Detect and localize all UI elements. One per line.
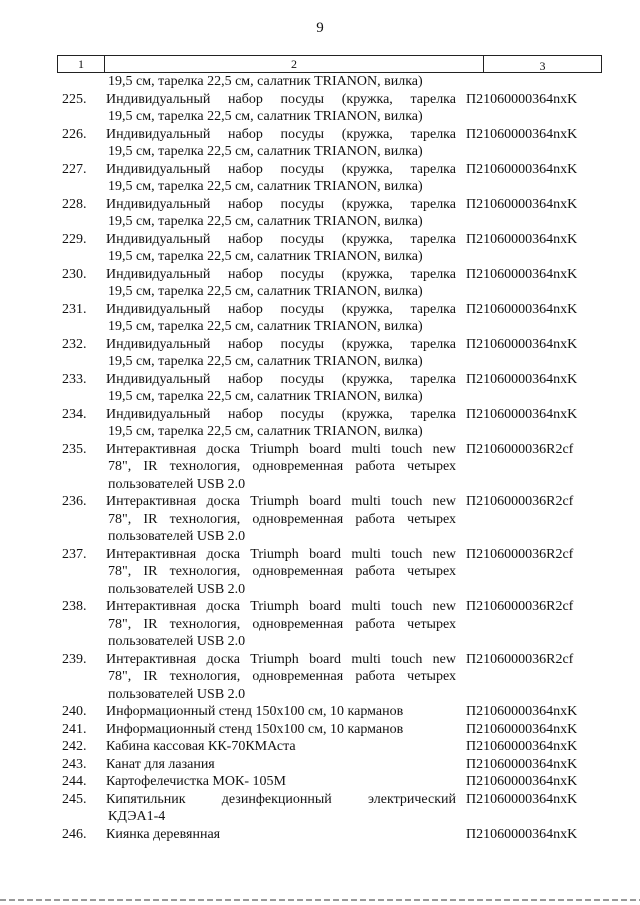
description-line: Интерактивная доска Triumph board multi touch new	[106, 441, 456, 457]
table-row	[0, 703, 640, 721]
table-row	[0, 231, 640, 266]
item-description	[106, 703, 456, 721]
item-code: П21060000364nxK	[466, 336, 578, 352]
description-line: Кабина кассовая КК-70КМАста	[106, 739, 296, 754]
description-line: пользователей USB 2.0	[108, 686, 246, 702]
item-number: 243.	[62, 756, 87, 772]
item-code: П2106000036R2cf	[466, 494, 574, 509]
description-line: Интерактивная доска Triumph board multi touch new	[106, 599, 456, 614]
table-row	[0, 371, 640, 406]
description-line: Информационный стенд 150x100 см, 10 карманов	[106, 721, 404, 737]
item-description	[106, 651, 456, 704]
description-line: 78", IR технология, одновременная работа четырех	[108, 459, 456, 474]
item-code: П2106000036R2cf	[466, 651, 574, 667]
description-line: 78", IR технология, одновременная работа четырех	[108, 511, 456, 527]
item-number: 235.	[62, 441, 87, 457]
description-line: Индивидуальный набор посуды (кружка, тарелка	[106, 336, 456, 352]
item-code: П21060000364nxK	[466, 826, 578, 842]
item-description	[106, 773, 456, 791]
table-row	[0, 791, 640, 826]
description-line: Интерактивная доска Triumph board multi touch new	[106, 494, 456, 509]
table-row	[0, 91, 640, 126]
item-number: 228.	[62, 196, 87, 212]
item-number: 226.	[62, 126, 87, 142]
description-line: Индивидуальный набор посуды (кружка, тарелка	[106, 266, 456, 282]
description-line: пользователей USB 2.0	[108, 634, 246, 649]
table-row	[0, 773, 640, 791]
item-description	[106, 441, 456, 494]
header-col-1: 1	[58, 56, 105, 72]
item-description	[106, 791, 456, 826]
item-code: П21060000364nxK	[466, 756, 578, 772]
item-description	[106, 598, 456, 651]
item-number: 232.	[62, 336, 87, 352]
table-row	[0, 161, 640, 196]
item-description	[106, 301, 456, 336]
description-line: КДЭА1-4	[108, 809, 166, 824]
item-code: П21060000364nxK	[466, 791, 578, 807]
item-description	[106, 196, 456, 231]
description-line: Индивидуальный набор посуды (кружка, тарелка	[106, 406, 456, 422]
item-description	[106, 126, 456, 161]
description-line: 19,5 см, тарелка 22,5 см, салатник TRIANON, вилка)	[108, 214, 423, 229]
item-number: 244.	[62, 774, 87, 789]
item-code: П21060000364nxK	[466, 721, 578, 737]
item-description	[106, 738, 456, 756]
item-description	[106, 406, 456, 441]
table-row	[0, 301, 640, 336]
item-code: П21060000364nxK	[466, 371, 578, 387]
item-code: П2106000036R2cf	[466, 599, 574, 614]
description-line: 78", IR технология, одновременная работа четырех	[108, 616, 456, 632]
item-description	[106, 493, 456, 546]
table-row	[0, 651, 640, 704]
item-description	[106, 721, 456, 739]
item-code: П21060000364nxK	[466, 301, 578, 317]
item-code: П21060000364nxK	[466, 704, 578, 719]
description-line: Индивидуальный набор посуды (кружка, тарелка	[106, 196, 456, 212]
item-description	[106, 336, 456, 371]
item-number: 240.	[62, 704, 87, 719]
continuation-text: 19,5 см, тарелка 22,5 см, салатник TRIANON, вилка)	[108, 74, 423, 89]
table-row	[0, 738, 640, 756]
description-line: 19,5 см, тарелка 22,5 см, салатник TRIANON, вилка)	[108, 389, 423, 404]
description-line: 78", IR технология, одновременная работа четырех	[108, 669, 456, 684]
item-description	[106, 91, 456, 126]
item-number: 231.	[62, 301, 87, 317]
table-header	[57, 55, 602, 73]
description-line: Картофелечистка МОК- 105М	[106, 774, 286, 789]
continuation-row	[0, 73, 640, 91]
table-row	[0, 406, 640, 441]
header-col-2: 2	[105, 56, 484, 72]
item-code: П21060000364nxK	[466, 739, 578, 754]
description-line: Интерактивная доска Triumph board multi touch new	[106, 651, 456, 667]
scan-edge	[0, 899, 640, 901]
description-line: Киянка деревянная	[106, 826, 221, 842]
description-line: Интерактивная доска Triumph board multi touch new	[106, 546, 456, 562]
description-line: Кипятильник дезинфекционный электрический	[106, 791, 456, 807]
description-line: Индивидуальный набор посуды (кружка, тарелка	[106, 371, 456, 387]
item-code: П21060000364nxK	[466, 774, 578, 789]
description-line: 19,5 см, тарелка 22,5 см, салатник TRIANON, вилка)	[108, 109, 423, 124]
table-row	[0, 721, 640, 739]
item-number: 239.	[62, 651, 87, 667]
item-number: 238.	[62, 599, 87, 614]
description-line: пользователей USB 2.0	[108, 476, 246, 492]
description-line: Канат для лазания	[106, 756, 215, 772]
table-row	[0, 598, 640, 651]
description-line: Индивидуальный набор посуды (кружка, тарелка	[106, 161, 456, 177]
description-line: 78", IR технология, одновременная работа четырех	[108, 564, 456, 579]
item-number: 245.	[62, 791, 87, 807]
description-line: пользователей USB 2.0	[108, 529, 246, 544]
item-number: 233.	[62, 371, 87, 387]
item-code: П21060000364nxK	[466, 161, 578, 177]
item-number: 225.	[62, 91, 87, 107]
item-code: П21060000364nxK	[466, 406, 578, 422]
item-code: П2106000036R2cf	[466, 546, 574, 562]
header-col-3: 3	[539, 59, 546, 73]
description-line: 19,5 см, тарелка 22,5 см, салатник TRIANON, вилка)	[108, 424, 423, 439]
description-line: Индивидуальный набор посуды (кружка, тарелка	[106, 301, 456, 317]
table-row	[0, 756, 640, 774]
item-number: 236.	[62, 494, 87, 509]
table-row	[0, 826, 640, 844]
item-number: 246.	[62, 826, 87, 842]
item-number: 242.	[62, 739, 87, 754]
item-description	[106, 756, 456, 774]
table-row	[0, 493, 640, 546]
item-number: 227.	[62, 161, 87, 177]
item-number: 229.	[62, 231, 87, 247]
item-number: 234.	[62, 406, 87, 422]
description-line: 19,5 см, тарелка 22,5 см, салатник TRIANON, вилка)	[108, 179, 423, 194]
item-code: П21060000364nxK	[466, 231, 578, 247]
item-code: П21060000364nxK	[466, 196, 578, 212]
description-line: 19,5 см, тарелка 22,5 см, салатник TRIANON, вилка)	[108, 284, 423, 299]
description-line: 19,5 см, тарелка 22,5 см, салатник TRIANON, вилка)	[108, 144, 423, 159]
item-code: П2106000036R2cf	[466, 441, 574, 457]
table-row	[0, 126, 640, 161]
item-description	[106, 266, 456, 301]
item-description	[106, 231, 456, 266]
item-description	[106, 161, 456, 196]
table-row	[0, 336, 640, 371]
table-row	[0, 546, 640, 599]
item-description	[106, 371, 456, 406]
item-code: П21060000364nxK	[466, 266, 578, 282]
description-line: пользователей USB 2.0	[108, 581, 246, 597]
table-row	[0, 266, 640, 301]
description-line: Индивидуальный набор посуды (кружка, тарелка	[106, 231, 456, 247]
table-body	[0, 73, 640, 843]
item-number: 237.	[62, 546, 87, 562]
description-line: 19,5 см, тарелка 22,5 см, салатник TRIANON, вилка)	[108, 249, 423, 264]
description-line: Индивидуальный набор посуды (кружка, тарелка	[106, 91, 456, 107]
item-number: 241.	[62, 721, 87, 737]
item-description	[106, 546, 456, 599]
item-description	[106, 826, 456, 844]
item-number: 230.	[62, 266, 87, 282]
item-code: П21060000364nxK	[466, 126, 578, 142]
table-row	[0, 196, 640, 231]
item-code: П21060000364nxK	[466, 91, 578, 107]
description-line: 19,5 см, тарелка 22,5 см, салатник TRIANON, вилка)	[108, 354, 423, 369]
page-number: 9	[316, 20, 324, 36]
description-line: 19,5 см, тарелка 22,5 см, салатник TRIANON, вилка)	[108, 319, 423, 334]
description-line: Индивидуальный набор посуды (кружка, тарелка	[106, 126, 456, 142]
table-row	[0, 441, 640, 494]
description-line: Информационный стенд 150x100 см, 10 карманов	[106, 704, 404, 719]
